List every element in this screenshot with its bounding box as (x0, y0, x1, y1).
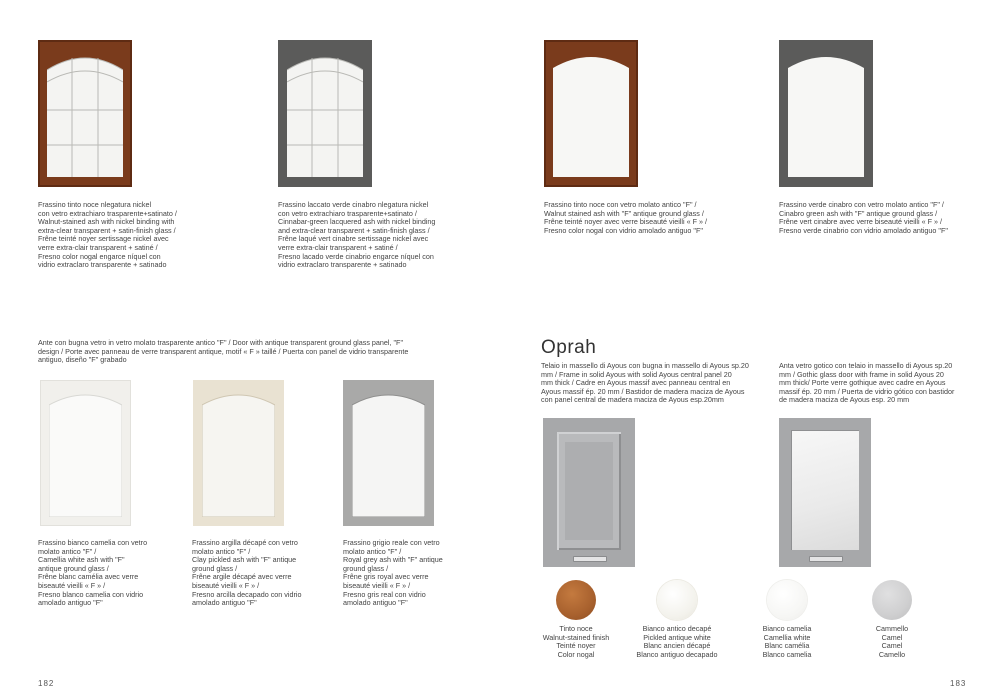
caption-walnut-ground-glass: Frassino tinto noce con vetro molato antico "F" / Walnut stained ash with "F" antique ground glass / Frêne teinté noyer avec verre biseauté vieilli « F » / Fresno color nogal con vidrio amolado antiguo "F" (544, 200, 707, 235)
swatch-camel (872, 580, 912, 620)
door-cinabro-ground-glass (779, 40, 873, 187)
ground-glass-panel (202, 389, 275, 517)
door-clay-pickled (193, 380, 284, 526)
ground-glass-panel (49, 389, 122, 517)
page-number-left: 182 (38, 679, 55, 688)
ground-glass-panel (352, 389, 425, 517)
section-intro: Ante con bugna vetro in vetro molato trasparente antico "F" / Door with antique transparent ground glass panel, "F" design / Porte avec panneau de verre transparent antique, motif « F » taillé / Puerta con panel de vidrio transparente antiguo, diseño "F" grabado (38, 338, 409, 365)
swatch-label-camel: Cammello Camel Camel Camello (875, 624, 909, 659)
handle-icon (809, 556, 843, 562)
door-cinnabar-leaded (278, 40, 372, 187)
caption-clay-pickled: Frassino argilla décapé con vetro molato antico "F" / Clay pickled ash with "F" antique ground glass / Frêne argile décapé avec verre biseauté vieilli « F » / Fresno arcilla decapado con vidrio amolado antiguo "F" (192, 538, 302, 608)
caption-royal-grey: Frassino grigio reale con vetro molato antico "F" / Royal grey ash with "F" antique ground glass / Frêne gris royal avec verre biseauté vieilli « F » / Fresno gris real con vidrio amolado antiguo "F" (343, 538, 443, 608)
oprah-solid-description: Telaio in massello di Ayous con bugna in massello di Ayous sp.20 mm / Frame in solid Ayous with solid Ayous central panel 20 mm thick / Cadre en Ayous massif avec panneau central en Ayous massif ép. 20 mm / Bastidor de madera maciza de Ayous con panel central de madera maciza de Ayous esp.20mm (541, 361, 749, 405)
door-walnut-leaded (38, 40, 132, 187)
caption-cinabro-ground-glass: Frassino verde cinabro con vetro molato antico "F" / Cinabro green ash with "F" antique ground glass / Frêne vert cinabre avec verre biseauté vieilli « F » / Fresno verde cinabrio con vidrio amolado antiguo "F" (779, 200, 948, 235)
swatch-walnut-stained (556, 580, 596, 620)
swatch-label-walnut-stained: Tinto noce Walnut-stained finish Teinté noyer Color nogal (542, 624, 610, 659)
swatch-pickled-antique-white (657, 580, 697, 620)
door-royal-grey (343, 380, 434, 526)
handle-icon (573, 556, 607, 562)
leaded-glass-pattern (287, 50, 363, 177)
raised-panel-center (565, 442, 613, 540)
page-number-right: 183 (950, 679, 967, 688)
oprah-glass-description: Anta vetro gotico con telaio in massello di Ayous sp.20 mm / Gothic glass door with frame in solid Ayous 20 mm thick/ Porte verre gothique avec cadre en Ayous massif ép. 20 mm / Puerta de vidrio gótico con bastidor de madera maciza de Ayous esp. 20 mm (779, 361, 955, 405)
swatch-label-camellia-white: Bianco camelia Camellia white Blanc camélia Blanco camelia (762, 624, 812, 659)
swatch-camellia-white (767, 580, 807, 620)
ground-glass-panel (553, 50, 629, 177)
leaded-glass-pattern (47, 50, 123, 177)
swatch-label-pickled-antique-white: Bianco antico decapé Pickled antique white Blanc ancien décapé Blanco antiguo decapado (636, 624, 718, 659)
gothic-glass-panel (791, 430, 859, 550)
caption-walnut-leaded: Frassino tinto noce nlegatura nickel con vetro extrachiaro trasparente+satinato / Walnut-stained ash with nickel binding with extra-clear transparent + satin-finish glass / Frêne teinté noyer sertissage nickel avec verre extra-clair transparent + satiné / Fresno color nogal engarce níquel con vidrio extraclaro transparente + satinado (38, 200, 177, 270)
ground-glass-panel (788, 50, 864, 177)
caption-camellia-white: Frassino bianco camelia con vetro molato antico "F" / Camellia white ash with "F" antique ground glass / Frêne blanc camélia avec verre biseauté vieilli « F » / Fresno blanco camelia con vidrio amolado antiguo "F" (38, 538, 148, 608)
door-oprah-solid-panel (543, 418, 635, 567)
section-title-oprah: Oprah (541, 337, 597, 358)
caption-cinnabar-leaded: Frassino laccato verde cinabro nlegatura nickel con vetro extrachiaro trasparente+satinato / Cinnabar-green lacquered ash with nickel binding and extra-clear transparent + satin-finish glass / Frêne laqué vert cinabre sertissage nickel avec verre extra-clair transparent + satiné / Fresno lacado verde cinabrio engarce níquel con vidrio extraclaro transparente + satinado (278, 200, 436, 270)
door-camellia-white (40, 380, 131, 526)
door-walnut-ground-glass (544, 40, 638, 187)
door-oprah-gothic-glass (779, 418, 871, 567)
